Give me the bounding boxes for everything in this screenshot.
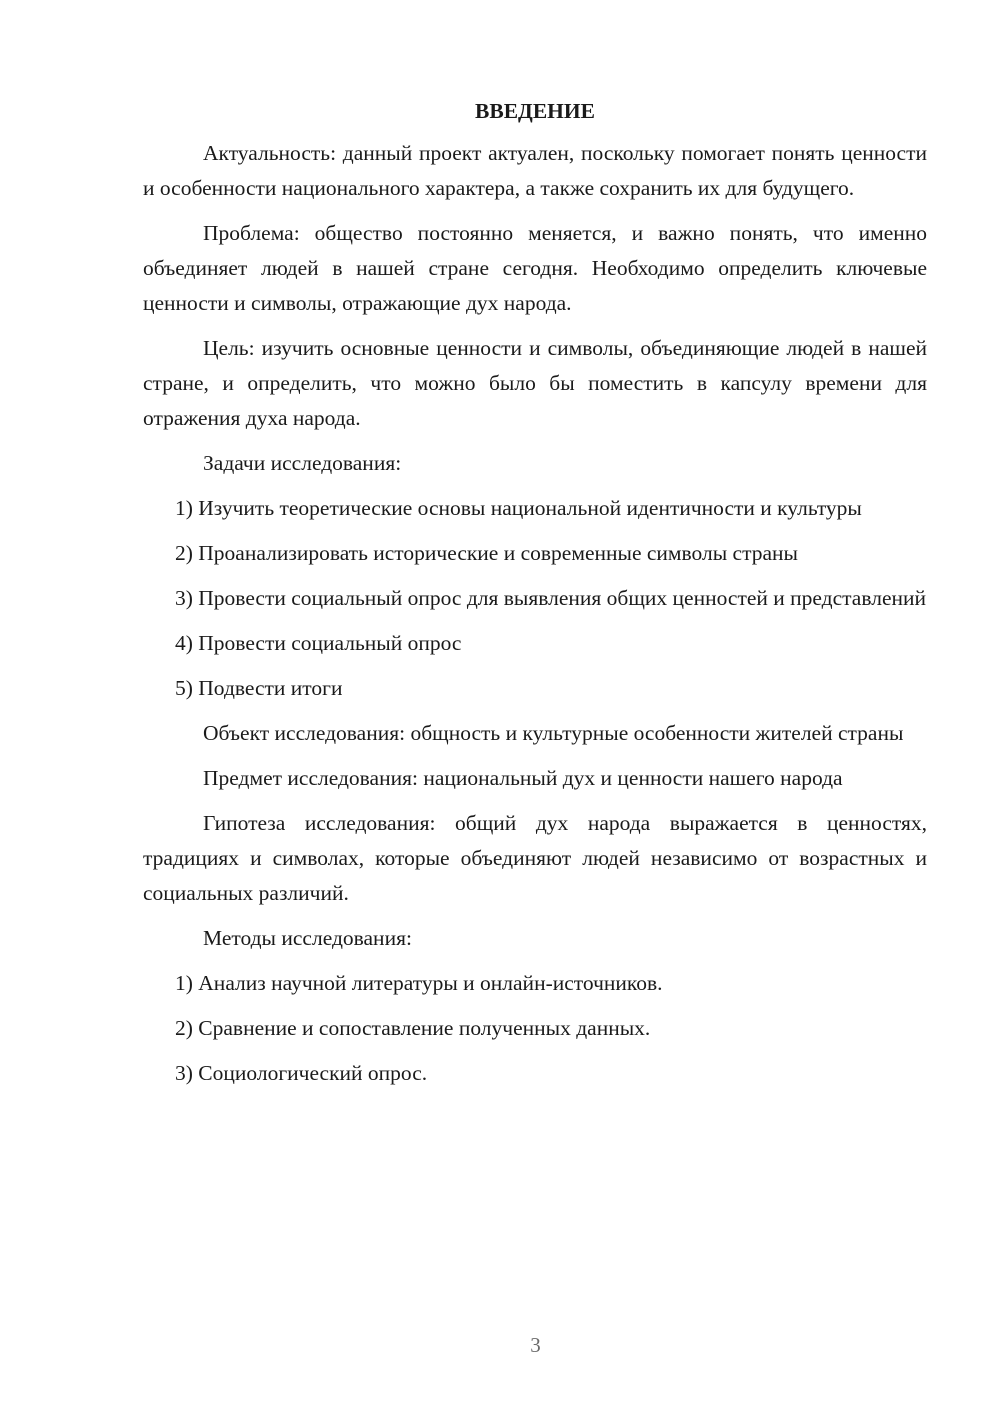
task-item-4: 4) Провести социальный опрос (175, 631, 462, 655)
goal-paragraph: Цель: изучить основные ценности и символы, объединяющие людей в нашей стране, и определить, что можно было бы поместить в капсулу времени для отражения духа народа. (143, 336, 927, 430)
method-item-2: 2) Сравнение и сопоставление полученных данных. (175, 1016, 651, 1040)
object-paragraph: Объект исследования: общность и культурные особенности жителей страны (203, 721, 904, 745)
page-number: 3 (530, 1333, 541, 1357)
task-item-2: 2) Проанализировать исторические и современные символы страны (175, 541, 798, 565)
methods-heading: Методы исследования: (203, 926, 412, 950)
tasks-heading: Задачи исследования: (203, 451, 402, 475)
subject-paragraph: Предмет исследования: национальный дух и ценности нашего народа (203, 766, 843, 790)
section-title: ВВЕДЕНИЕ (475, 99, 595, 123)
task-item-1: 1) Изучить теоретические основы национальной идентичности и культуры (175, 496, 862, 520)
task-item-5: 5) Подвести итоги (175, 676, 343, 700)
relevance-paragraph: Актуальность: данный проект актуален, поскольку помогает понять ценности и особенности национального характера, а также сохранить их для будущего. (143, 141, 927, 200)
hypothesis-paragraph: Гипотеза исследования: общий дух народа выражается в ценностях, традициях и символах, которые объединяют людей независимо от возрастных и социальных различий. (143, 811, 927, 905)
task-item-3: 3) Провести социальный опрос для выявления общих ценностей и представлений (175, 586, 926, 610)
method-item-3: 3) Социологический опрос. (175, 1061, 428, 1085)
document-page (143, 96, 927, 1101)
method-item-1: 1) Анализ научной литературы и онлайн-источников. (175, 971, 663, 995)
problem-paragraph: Проблема: общество постоянно меняется, и важно понять, что именно объединяет людей в нашей стране сегодня. Необходимо определить ключевые ценности и символы, отражающие дух народа. (143, 221, 927, 315)
